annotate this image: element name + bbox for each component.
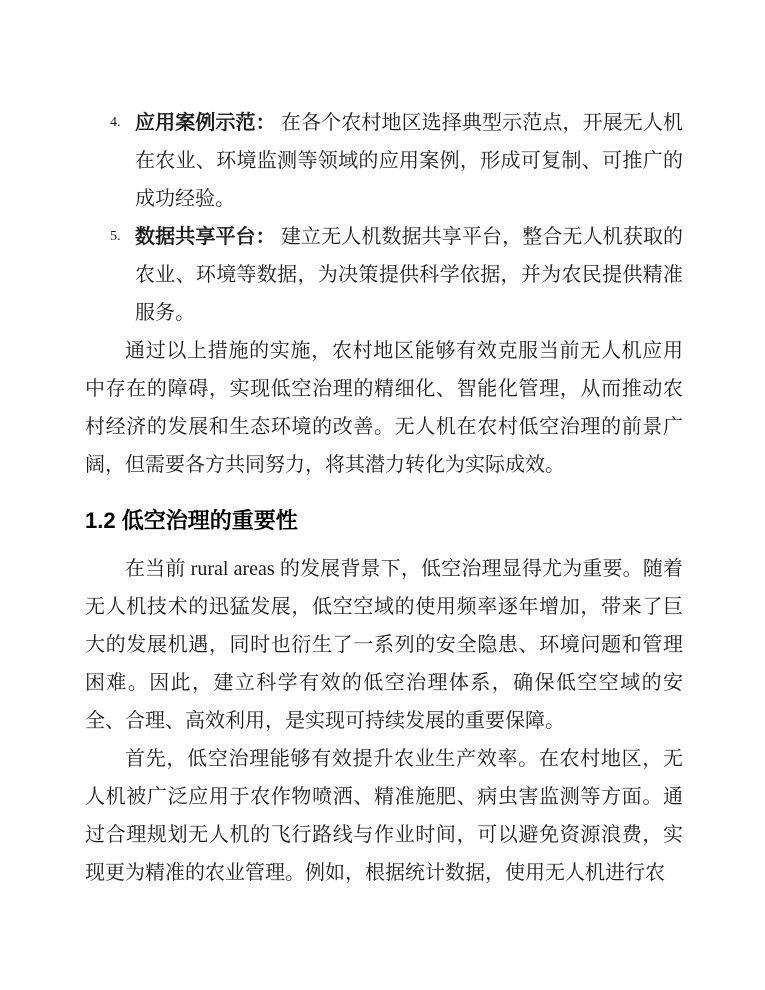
- list-item-text: 建立无人机数据共享平台，整合无人机获取的农业、环境等数据，为决策提供科学依据，并为农民提供精准服务。: [135, 226, 684, 324]
- ordered-list: [85, 104, 683, 332]
- paragraph-closing: 通过以上措施的实施，农村地区能够有效克服当前无人机应用中存在的障碍，实现低空治理的精细化、智能化管理，从而推动农村经济的发展和生态环境的改善。无人机在农村低空治理的前景广阔，但需要各方共同努力，将其潜力转化为实际成效。: [85, 340, 683, 476]
- paragraph-importance: 在当前 rural areas 的发展背景下，低空治理显得尤为重要。随着无人机技术的迅猛发展，低空空域的使用频率逐年增加，带来了巨大的发展机遇，同时也衍生了一系列的安全隐患、环境问题和管理困难。因此，建立科学有效的低空治理体系，确保低空空域的安全、合理、高效利用，是实现可持续发展的重要保障。: [85, 558, 683, 732]
- list-item-text: 在各个农村地区选择典型示范点，开展无人机在农业、环境监测等领域的应用案例，形成可复制、可推广的成功经验。: [135, 112, 684, 210]
- list-item-number: 5.: [110, 229, 121, 244]
- list-item-term: 应用案例示范：: [135, 112, 276, 134]
- section-heading: 1.2 低空治理的重要性: [85, 508, 298, 533]
- list-item-term: 数据共享平台：: [135, 226, 276, 248]
- list-item-number: 4.: [110, 115, 121, 130]
- paragraph-agriculture: 首先，低空治理能够有效提升农业生产效率。在农村地区，无人机被广泛应用于农作物喷洒、精准施肥、病虫害监测等方面。通过合理规划无人机的飞行路线与作业时间，可以避免资源浪费，实现更为精准的农业管理。例如，根据统计数据，使用无人机进行农: [85, 748, 683, 884]
- list-item: [85, 104, 683, 218]
- document-content: [85, 104, 683, 892]
- list-item: [85, 218, 683, 332]
